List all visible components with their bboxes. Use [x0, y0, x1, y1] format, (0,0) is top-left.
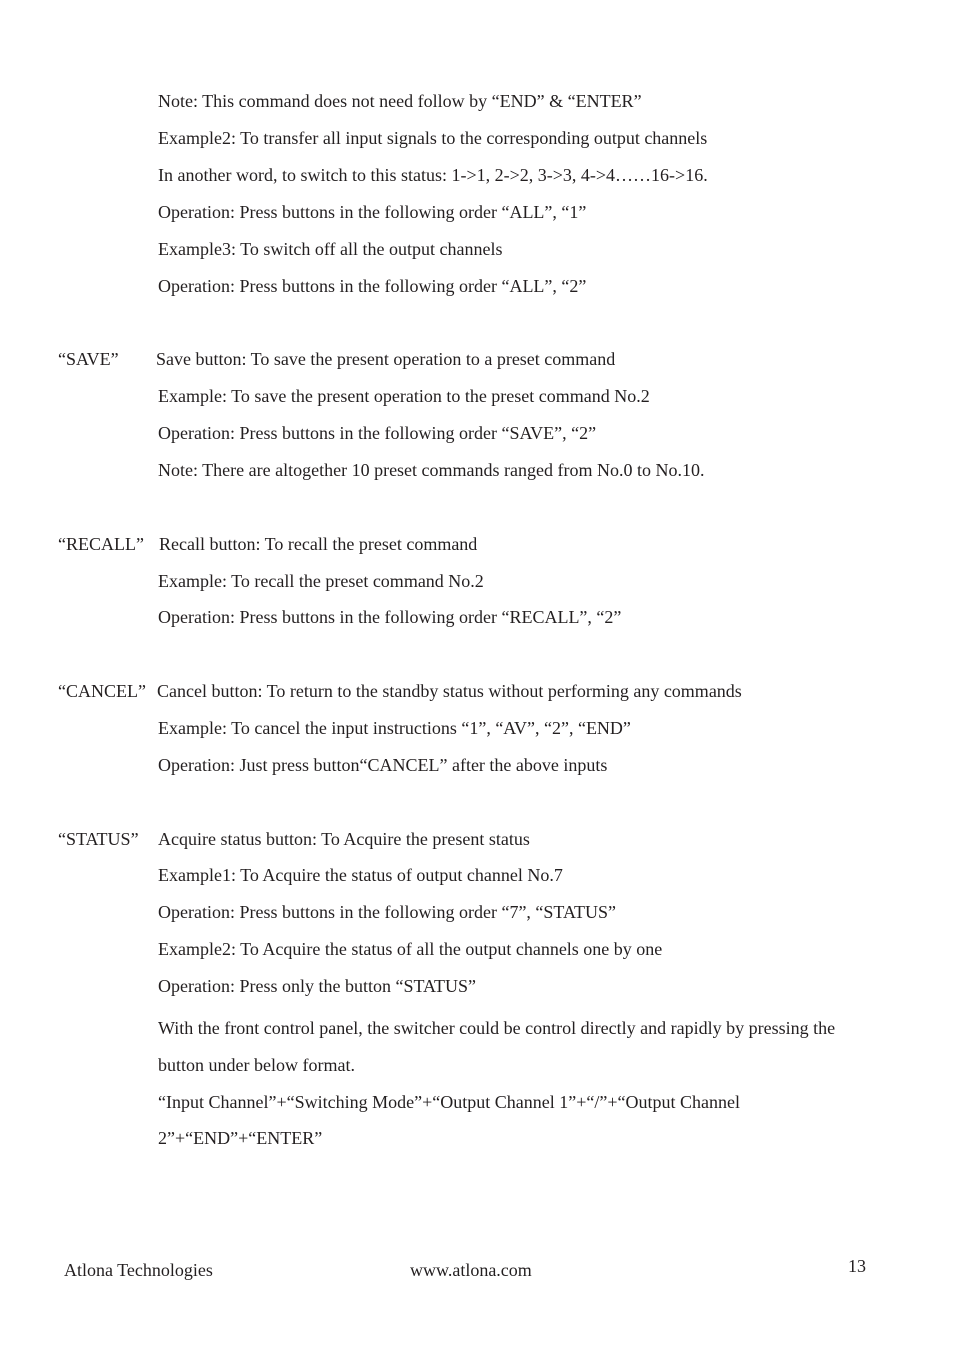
save-label: “SAVE” — [58, 349, 119, 369]
save-description: Save button: To save the present operation to a preset command — [156, 349, 616, 369]
recall-label: “RECALL” — [58, 534, 144, 554]
text-line: Operation: Press buttons in the following order “RECALL”, “2” — [158, 607, 622, 627]
status-label: “STATUS” — [58, 829, 139, 849]
footer-company: Atlona Technologies — [64, 1260, 213, 1280]
recall-description: Recall button: To recall the preset command — [159, 534, 478, 554]
text-line: 2”+“END”+“ENTER” — [158, 1128, 323, 1148]
text-line: Example3: To switch off all the output channels — [158, 239, 503, 259]
text-line: Example: To save the present operation to the preset command No.2 — [158, 386, 650, 406]
text-line: Operation: Press buttons in the following order “7”, “STATUS” — [158, 902, 616, 922]
text-line: Operation: Press buttons in the following order “ALL”, “1” — [158, 202, 587, 222]
text-line: Example: To recall the preset command No.2 — [158, 571, 484, 591]
text-line: Operation: Press buttons in the following order “ALL”, “2” — [158, 276, 587, 296]
text-line: Note: There are altogether 10 preset commands ranged from No.0 to No.10. — [158, 460, 705, 480]
status-description: Acquire status button: To Acquire the present status — [158, 829, 530, 849]
text-line: Example2: To Acquire the status of all the output channels one by one — [158, 939, 663, 959]
cancel-description: Cancel button: To return to the standby status without performing any commands — [157, 681, 742, 701]
text-line: With the front control panel, the switcher could be control directly and rapidly by pressing the — [158, 1018, 836, 1038]
text-line: button under below format. — [158, 1055, 355, 1075]
page-number: 13 — [848, 1256, 866, 1276]
text-line: In another word, to switch to this status: 1->1, 2->2, 3->3, 4->4……16->16. — [158, 165, 708, 185]
text-line: Note: This command does not need follow by “END” & “ENTER” — [158, 91, 642, 111]
text-line: Operation: Just press button“CANCEL” after the above inputs — [158, 755, 608, 775]
text-line: Example2: To transfer all input signals to the corresponding output channels — [158, 128, 708, 148]
text-line: Operation: Press buttons in the following order “SAVE”, “2” — [158, 423, 597, 443]
text-line: Operation: Press only the button “STATUS” — [158, 976, 477, 996]
text-line: Example1: To Acquire the status of output channel No.7 — [158, 865, 563, 885]
cancel-label: “CANCEL” — [58, 681, 146, 701]
footer-website: www.atlona.com — [410, 1260, 532, 1280]
text-line: Example: To cancel the input instructions “1”, “AV”, “2”, “END” — [158, 718, 631, 738]
text-line: “Input Channel”+“Switching Mode”+“Output Channel 1”+“/”+“Output Channel — [158, 1092, 740, 1112]
